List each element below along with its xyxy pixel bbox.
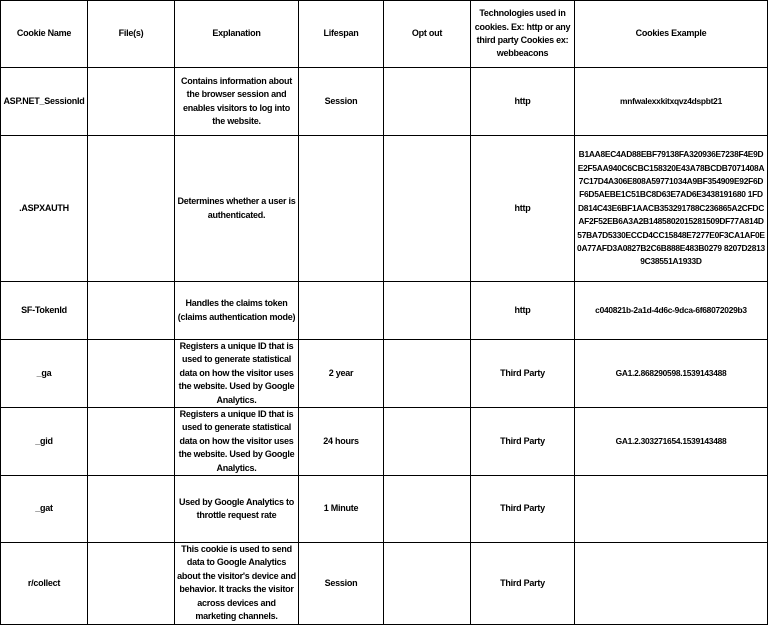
cookie-example-cell: c040821b-2a1d-4d6c-9dca-6f68072029b3 (575, 282, 768, 340)
files-cell (88, 340, 175, 408)
lifespan-cell: Session (299, 543, 384, 624)
cookie-name-cell: _ga (1, 340, 88, 408)
opt-out-cell (384, 136, 471, 282)
cookie-name-cell: _gid (1, 408, 88, 476)
header-files: File(s) (88, 1, 175, 68)
technology-cell: http (471, 282, 575, 340)
cookie-example-cell: GA1.2.303271654.1539143488 (575, 408, 768, 476)
lifespan-cell: Session (299, 68, 384, 136)
cookie-example-cell: GA1.2.868290598.1539143488 (575, 340, 768, 408)
table-row (1, 340, 768, 408)
table-row (1, 68, 768, 136)
cookie-example-cell: B1AA8EC4AD88EBF79138FA320936E7238F4E9DE2F5AA940C6CBC158320E43A78BCDB7071408A7C17D4A306E808A59771034A9BF354909E92F6DF6D5AEBE1C51BC8D63E7AD6E3438191680 1FDD814C43E6BF1AACB353291788C236865A2CFDCAF2F52EB6A3A2B1485802015281509DF77A814D57BA7D5330ECCD4CC15848E7277E0F3CA1AF0E0A77AFD3A0827B2C6B888E483B0279 8207D28139C38551A1933D (575, 136, 768, 282)
opt-out-cell (384, 543, 471, 624)
explanation-cell: Contains information about the browser session and enables visitors to log into the website. (175, 68, 299, 136)
cookie-example-cell (575, 543, 768, 624)
explanation-cell: Handles the claims token (claims authentication mode) (175, 282, 299, 340)
table-row (1, 543, 768, 624)
cookie-name-cell: SF-TokenId (1, 282, 88, 340)
explanation-cell: This cookie is used to send data to Google Analytics about the visitor's device and behavior. It tracks the visitor across devices and marketing channels. (175, 543, 299, 624)
header-lifespan: Lifespan (299, 1, 384, 68)
files-cell (88, 408, 175, 476)
files-cell (88, 282, 175, 340)
lifespan-cell (299, 282, 384, 340)
cookie-name-cell: r/collect (1, 543, 88, 624)
header-cookie-name: Cookie Name (1, 1, 88, 68)
header-explanation: Explanation (175, 1, 299, 68)
opt-out-cell (384, 68, 471, 136)
header-opt-out: Opt out (384, 1, 471, 68)
technology-cell: http (471, 68, 575, 136)
header-cookies-example: Cookies Example (575, 1, 768, 68)
opt-out-cell (384, 282, 471, 340)
cookie-name-cell: .ASPXAUTH (1, 136, 88, 282)
lifespan-cell: 24 hours (299, 408, 384, 476)
lifespan-cell (299, 136, 384, 282)
technology-cell: Third Party (471, 340, 575, 408)
explanation-cell: Registers a unique ID that is used to generate statistical data on how the visitor uses the website. Used by Google Analytics. (175, 408, 299, 476)
table-row (1, 476, 768, 543)
explanation-cell: Used by Google Analytics to throttle request rate (175, 476, 299, 543)
files-cell (88, 136, 175, 282)
header-row (1, 1, 768, 68)
table-row (1, 408, 768, 476)
opt-out-cell (384, 408, 471, 476)
header-technologies: Technologies used in cookies. Ex: http or any third party Cookies ex: webbeacons (471, 1, 575, 68)
table-row (1, 282, 768, 340)
files-cell (88, 476, 175, 543)
files-cell (88, 68, 175, 136)
opt-out-cell (384, 340, 471, 408)
technology-cell: Third Party (471, 543, 575, 624)
technology-cell: Third Party (471, 476, 575, 543)
technology-cell: http (471, 136, 575, 282)
lifespan-cell: 2 year (299, 340, 384, 408)
explanation-cell: Registers a unique ID that is used to generate statistical data on how the visitor uses the website. Used by Google Analytics. (175, 340, 299, 408)
cookie-name-cell: ASP.NET_SessionId (1, 68, 88, 136)
cookie-example-cell (575, 476, 768, 543)
lifespan-cell: 1 Minute (299, 476, 384, 543)
technology-cell: Third Party (471, 408, 575, 476)
opt-out-cell (384, 476, 471, 543)
table-row (1, 136, 768, 282)
files-cell (88, 543, 175, 624)
explanation-cell: Determines whether a user is authenticated. (175, 136, 299, 282)
cookie-example-cell: mnfwalexxkitxqvz4dspbt21 (575, 68, 768, 136)
cookie-name-cell: _gat (1, 476, 88, 543)
